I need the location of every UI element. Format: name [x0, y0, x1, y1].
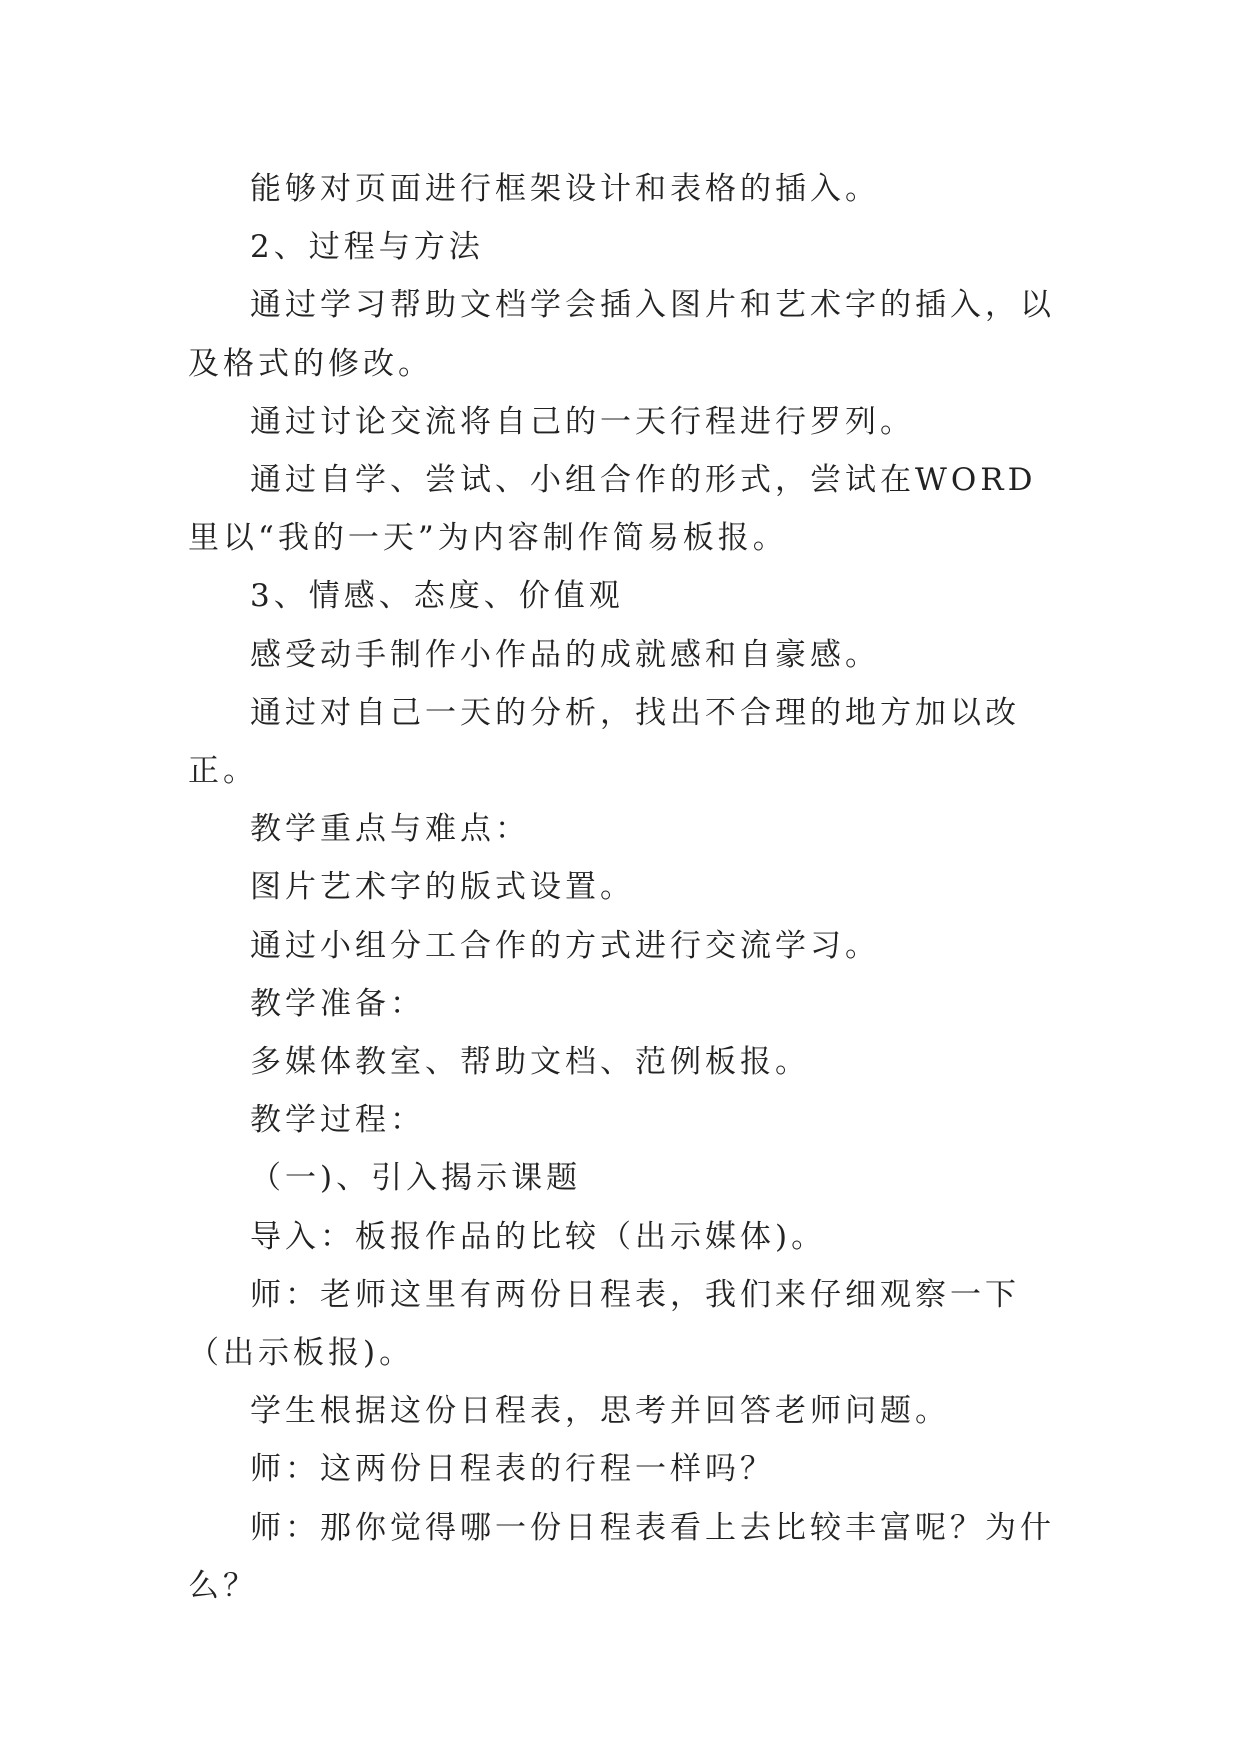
paragraph: 通过自学、尝试、小组合作的形式，尝试在WORD里以“我的一天”为内容制作简易板报。	[188, 462, 1037, 557]
paragraph: 师：老师这里有两份日程表，我们来仔细观察一下（出示板报)。	[188, 1276, 1020, 1372]
paragraph: 多媒体教室、帮助文档、范例板报。	[250, 1044, 810, 1081]
section-heading-emotion-attitude: 3、情感、态度、价值观	[250, 578, 624, 615]
paragraph: 学生根据这份日程表，思考并回答老师问题。	[250, 1393, 950, 1430]
paragraph: 通过讨论交流将自己的一天行程进行罗列。	[250, 403, 915, 440]
paragraph: 通过对自己一天的分析，找出不合理的地方加以改正。	[188, 694, 1020, 790]
section-heading-key-points: 教学重点与难点：	[250, 811, 530, 848]
paragraph: 感受动手制作小作品的成就感和自豪感。	[250, 636, 880, 673]
paragraph: 能够对页面进行框架设计和表格的插入。	[250, 171, 880, 207]
paragraph: 通过小组分工合作的方式进行交流学习。	[250, 927, 880, 964]
paragraph: 师：这两份日程表的行程一样吗？	[250, 1451, 775, 1488]
paragraph: 图片艺术字的版式设置。	[250, 869, 635, 906]
section-heading-process-method: 2、过程与方法	[250, 229, 484, 266]
subsection-heading-introduction: （一)、引入揭示课题	[250, 1160, 582, 1197]
section-heading-teaching-process: 教学过程：	[250, 1102, 425, 1139]
paragraph: 导入：板报作品的比较（出示媒体)。	[250, 1218, 827, 1255]
section-heading-preparation: 教学准备：	[250, 985, 425, 1022]
paragraph: 通过学习帮助文档学会插入图片和艺术字的插入，以及格式的修改。	[188, 287, 1055, 382]
document-body	[188, 160, 1056, 1615]
paragraph: 师：那你觉得哪一份日程表看上去比较丰富呢？为什么？	[188, 1509, 1055, 1604]
